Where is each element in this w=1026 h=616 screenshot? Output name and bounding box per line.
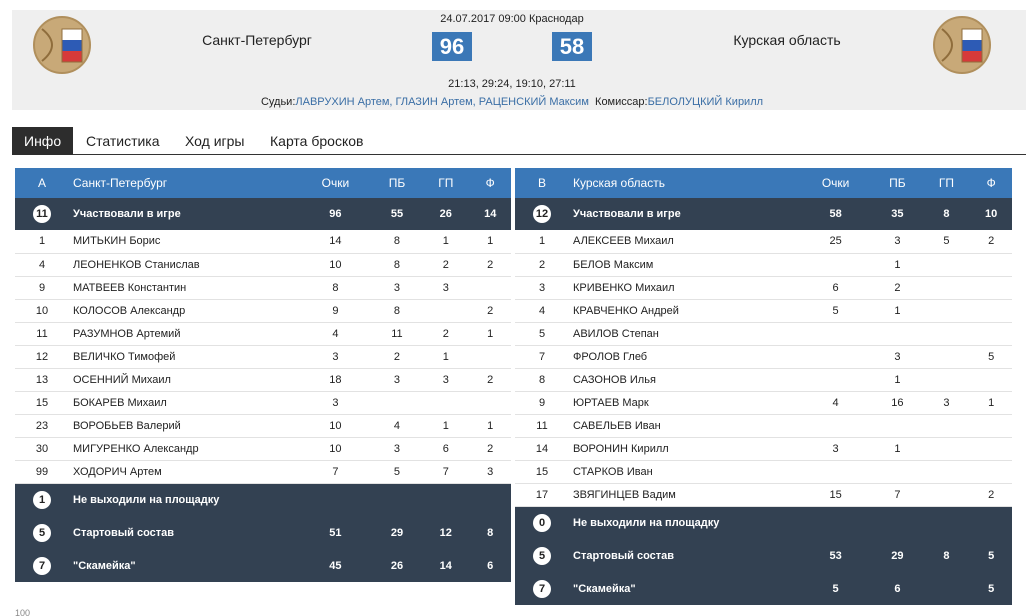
player-number: 99 [15,460,69,483]
player-stat [923,253,971,276]
summary-stat: 5 [799,572,872,605]
summary-label: Стартовый состав [69,516,299,549]
summary-label: "Скамейка" [569,572,799,605]
player-stat: 2 [970,483,1012,506]
commissioner-label: Комиссар: [595,96,648,108]
summary-stat: 35 [872,198,922,230]
player-stat: 14 [299,230,372,253]
count-cell [15,549,69,582]
tab-game-flow[interactable]: Ход игры [185,133,245,149]
starters-summary-row [15,516,511,549]
player-row[interactable] [515,322,1012,345]
player-name: КРИВЕНКО Михаил [569,276,799,299]
summary-label: Участвовали в игре [569,198,799,230]
player-stat [970,368,1012,391]
dnp-summary-row [515,506,1012,539]
away-score: 58 [552,32,592,61]
summary-label: Не выходили на площадку [569,506,799,539]
player-stat [469,345,511,368]
player-stat: 3 [372,276,422,299]
player-stat: 1 [872,437,922,460]
player-number: 14 [515,437,569,460]
count-badge: 0 [533,514,551,532]
player-stat [970,322,1012,345]
dnp-summary-row [15,483,511,516]
count-badge: 7 [533,580,551,598]
bench-summary-row [515,572,1012,605]
player-number: 5 [515,322,569,345]
player-row[interactable] [515,230,1012,253]
summary-stat: 26 [372,549,422,582]
player-stat [923,368,971,391]
column-header: Ф [469,168,511,198]
player-stat: 2 [422,322,469,345]
player-number: 1 [15,230,69,253]
player-stat: 3 [422,368,469,391]
player-number: 10 [15,299,69,322]
player-stat: 2 [469,368,511,391]
tab-statistics[interactable]: Статистика [86,133,160,149]
player-stat: 8 [372,253,422,276]
referees-link[interactable]: ЛАВРУХИН Артем, ГЛАЗИН Артем, РАЦЕНСКИЙ Максим [295,96,589,108]
player-row[interactable] [15,276,511,299]
player-stat: 16 [872,391,922,414]
player-stat: 5 [799,299,872,322]
count-cell [515,506,569,539]
player-stat [469,276,511,299]
player-stat: 9 [299,299,372,322]
player-row[interactable] [15,437,511,460]
player-number: 4 [515,299,569,322]
count-badge: 11 [33,205,51,223]
federation-logo-icon [932,15,992,75]
player-stat [799,414,872,437]
player-number: 2 [515,253,569,276]
player-stat [923,276,971,299]
player-stat: 5 [372,460,422,483]
player-stat: 6 [422,437,469,460]
player-name: ЛЕОНЕНКОВ Станислав [69,253,299,276]
player-stat: 3 [469,460,511,483]
player-stat: 3 [299,391,372,414]
player-name: ОСЕННИЙ Михаил [69,368,299,391]
player-stat: 3 [799,437,872,460]
summary-stat [422,483,469,516]
player-stat: 1 [422,345,469,368]
summary-stat [923,506,971,539]
player-stat: 4 [299,322,372,345]
summary-stat: 29 [372,516,422,549]
count-badge: 12 [533,205,551,223]
column-header: Ф [970,168,1012,198]
player-row[interactable] [515,345,1012,368]
played-summary-row [15,198,511,230]
player-stat [422,299,469,322]
player-stat [923,483,971,506]
player-name: АЛЕКСЕЕВ Михаил [569,230,799,253]
summary-stat [970,506,1012,539]
player-stat [799,460,872,483]
count-badge: 5 [33,524,51,542]
away-team-name: Курская область [733,32,841,48]
summary-stat [372,483,422,516]
commissioner-link[interactable]: БЕЛОЛУЦКИЙ Кирилл [647,96,764,108]
player-number: 1 [515,230,569,253]
player-stat [923,299,971,322]
player-stat: 3 [299,345,372,368]
played-summary-row [515,198,1012,230]
count-cell [15,483,69,516]
summary-stat: 12 [422,516,469,549]
player-row[interactable] [515,483,1012,506]
player-name: ХОДОРИЧ Артем [69,460,299,483]
summary-stat [799,506,872,539]
tab-info[interactable]: Инфо [12,127,73,155]
player-stat: 18 [299,368,372,391]
starters-summary-row [515,539,1012,572]
count-badge: 1 [33,491,51,509]
summary-stat [469,483,511,516]
player-number: 4 [15,253,69,276]
player-number: 12 [15,345,69,368]
player-row[interactable] [515,368,1012,391]
player-stat: 2 [970,230,1012,253]
count-cell [515,539,569,572]
player-stat [923,322,971,345]
player-stat: 6 [799,276,872,299]
player-stat [970,414,1012,437]
player-row[interactable] [15,345,511,368]
column-header: ГП [422,168,469,198]
referees-label: Судьи: [260,96,296,108]
summary-stat: 96 [299,198,372,230]
player-stat [799,322,872,345]
column-header: ПБ [372,168,422,198]
team-letter: A [15,168,69,198]
player-stat: 2 [469,299,511,322]
table-header [15,168,511,198]
player-stat: 2 [422,253,469,276]
player-stat: 1 [872,368,922,391]
player-number: 7 [515,345,569,368]
column-header: ПБ [872,168,922,198]
player-stat: 10 [299,414,372,437]
player-stat [872,414,922,437]
player-name: МИТЬКИН Борис [69,230,299,253]
team-name-header: Санкт-Петербург [69,168,299,198]
count-badge: 5 [533,547,551,565]
bench-summary-row [15,549,511,582]
summary-stat: 10 [970,198,1012,230]
table-header [515,168,1012,198]
player-stat: 3 [372,368,422,391]
summary-stat: 14 [422,549,469,582]
player-row[interactable] [15,322,511,345]
summary-label: Стартовый состав [569,539,799,572]
player-row[interactable] [15,230,511,253]
summary-label: "Скамейка" [69,549,299,582]
summary-stat: 55 [372,198,422,230]
player-stat: 8 [299,276,372,299]
player-name: ВОРОБЬЕВ Валерий [69,414,299,437]
player-name: САВЕЛЬЕВ Иван [569,414,799,437]
player-number: 3 [515,276,569,299]
summary-stat: 45 [299,549,372,582]
player-number: 15 [515,460,569,483]
officials-line [112,96,912,108]
player-stat: 7 [422,460,469,483]
summary-stat: 8 [923,539,971,572]
player-stat [799,345,872,368]
player-name: ВОРОНИН Кирилл [569,437,799,460]
count-cell [515,198,569,230]
player-stat [372,391,422,414]
summary-stat: 29 [872,539,922,572]
player-stat [422,391,469,414]
count-cell [15,198,69,230]
player-row[interactable] [515,437,1012,460]
player-number: 8 [515,368,569,391]
player-stat: 3 [872,345,922,368]
summary-stat: 5 [970,572,1012,605]
summary-stat [923,572,971,605]
player-number: 30 [15,437,69,460]
summary-stat: 6 [469,549,511,582]
player-number: 15 [15,391,69,414]
player-stat: 1 [872,299,922,322]
player-row[interactable] [515,414,1012,437]
summary-stat: 14 [469,198,511,230]
player-name: РАЗУМНОВ Артемий [69,322,299,345]
tab-bar [12,127,1026,155]
player-number: 13 [15,368,69,391]
team-letter: B [515,168,569,198]
player-stat: 10 [299,437,372,460]
summary-stat [872,506,922,539]
summary-stat: 51 [299,516,372,549]
player-name: КРАВЧЕНКО Андрей [569,299,799,322]
player-name: САЗОНОВ Илья [569,368,799,391]
summary-stat: 58 [799,198,872,230]
player-stat [923,437,971,460]
player-name: ФРОЛОВ Глеб [569,345,799,368]
player-number: 9 [15,276,69,299]
count-badge: 7 [33,557,51,575]
summary-stat: 26 [422,198,469,230]
player-stat: 8 [372,230,422,253]
player-stat: 1 [872,253,922,276]
player-row[interactable] [15,414,511,437]
player-stat: 1 [422,230,469,253]
player-stat: 10 [299,253,372,276]
summary-label: Участвовали в игре [69,198,299,230]
player-name: МАТВЕЕВ Константин [69,276,299,299]
player-row[interactable] [515,299,1012,322]
home-box-score [15,168,511,582]
player-stat: 2 [469,437,511,460]
player-stat [799,253,872,276]
player-row[interactable] [15,368,511,391]
player-stat [923,460,971,483]
column-header: Очки [299,168,372,198]
player-row[interactable] [515,253,1012,276]
federation-logo-icon [32,15,92,75]
player-name: БОКАРЕВ Михаил [69,391,299,414]
summary-stat [299,483,372,516]
player-row[interactable] [15,299,511,322]
player-stat [970,437,1012,460]
player-name: ЗВЯГИНЦЕВ Вадим [569,483,799,506]
player-stat: 1 [422,414,469,437]
player-stat: 2 [372,345,422,368]
player-stat [970,253,1012,276]
footer-note: 100 [15,608,31,616]
player-stat: 1 [469,414,511,437]
player-stat: 1 [970,391,1012,414]
player-row[interactable] [15,253,511,276]
player-stat [970,276,1012,299]
summary-stat: 53 [799,539,872,572]
player-number: 17 [515,483,569,506]
quarter-scores: 21:13, 29:24, 19:10, 27:11 [448,78,576,90]
player-stat: 1 [469,322,511,345]
player-stat: 2 [872,276,922,299]
player-stat: 4 [799,391,872,414]
player-row[interactable] [15,391,511,414]
player-stat: 2 [469,253,511,276]
summary-label: Не выходили на площадку [69,483,299,516]
summary-stat: 5 [970,539,1012,572]
player-name: ВЕЛИЧКО Тимофей [69,345,299,368]
player-row[interactable] [515,276,1012,299]
tab-shot-chart[interactable]: Карта бросков [270,133,364,149]
player-stat: 25 [799,230,872,253]
summary-stat: 8 [923,198,971,230]
player-name: БЕЛОВ Максим [569,253,799,276]
game-header [12,10,1026,110]
column-header: Очки [799,168,872,198]
player-stat: 3 [422,276,469,299]
player-name: ЮРТАЕВ Марк [569,391,799,414]
player-stat: 8 [372,299,422,322]
player-stat: 5 [970,345,1012,368]
summary-stat: 6 [872,572,922,605]
player-row[interactable] [515,391,1012,414]
player-number: 11 [15,322,69,345]
player-row[interactable] [15,460,511,483]
player-stat: 1 [469,230,511,253]
player-stat [923,345,971,368]
player-stat [872,322,922,345]
team-name-header: Курская область [569,168,799,198]
home-score: 96 [432,32,472,61]
player-name: АВИЛОВ Степан [569,322,799,345]
player-number: 11 [515,414,569,437]
player-stat: 3 [872,230,922,253]
home-team-name: Санкт-Петербург [202,32,312,48]
count-cell [15,516,69,549]
player-name: КОЛОСОВ Александр [69,299,299,322]
column-header: ГП [923,168,971,198]
summary-stat: 8 [469,516,511,549]
player-stat [469,391,511,414]
player-name: СТАРКОВ Иван [569,460,799,483]
player-stat: 15 [799,483,872,506]
player-stat: 11 [372,322,422,345]
player-stat: 4 [372,414,422,437]
player-stat: 7 [872,483,922,506]
game-datetime-place: 24.07.2017 09:00 Краснодар [440,13,584,25]
player-stat: 3 [372,437,422,460]
player-stat [872,460,922,483]
player-number: 9 [515,391,569,414]
player-stat [923,414,971,437]
player-stat [970,460,1012,483]
player-name: МИГУРЕНКО Александр [69,437,299,460]
player-stat: 7 [299,460,372,483]
player-stat [799,368,872,391]
count-cell [515,572,569,605]
player-stat: 3 [923,391,971,414]
player-number: 23 [15,414,69,437]
player-stat: 5 [923,230,971,253]
away-box-score [515,168,1012,605]
player-stat [970,299,1012,322]
player-row[interactable] [515,460,1012,483]
